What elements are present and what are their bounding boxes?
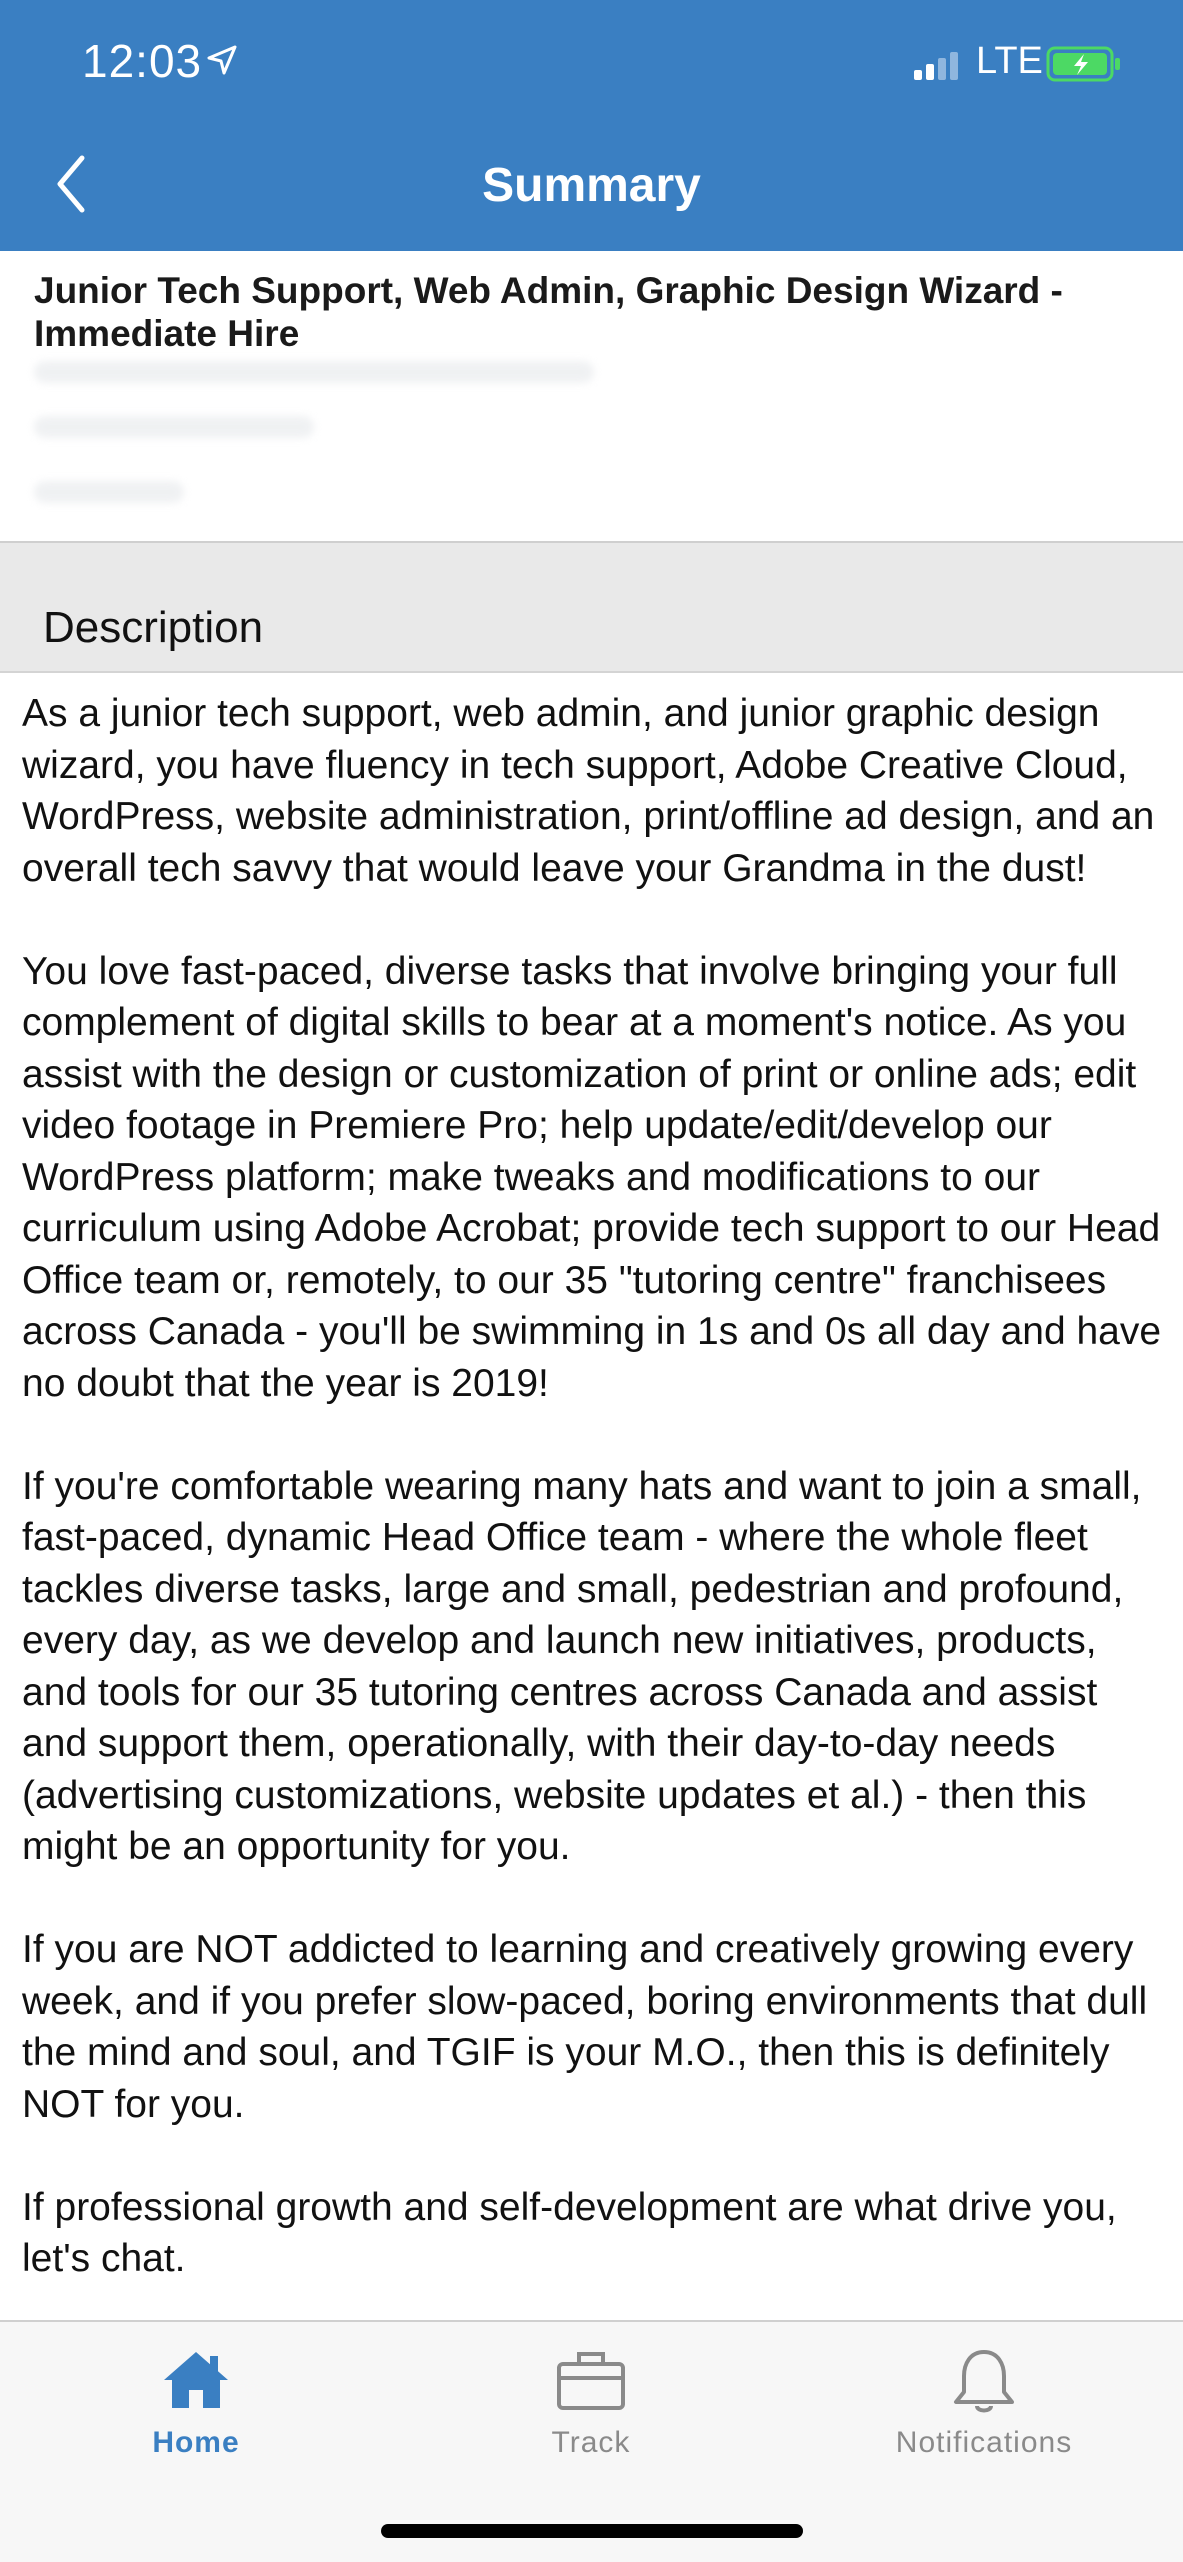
bottom-tab-bar — [0, 2320, 1183, 2562]
home-icon — [160, 2348, 232, 2412]
app-header — [0, 0, 1183, 251]
signal-strength-icon — [914, 50, 964, 80]
description-section-header — [0, 543, 1183, 673]
description-body — [22, 688, 1162, 2336]
battery-charging-icon — [1046, 46, 1122, 82]
tab-notifications[interactable] — [834, 2322, 1134, 2482]
description-paragraph: If you're comfortable wearing many hats and want to join a small, fast-paced, dynamic Head Office team - where the whole fleet tackles diverse tasks, large and small, pedestrian and profound, every day, as we develop and launch new initiatives, products, and tools for our 35 tutoring centres across Canada and assist and support them, operationally, with their day-to-day needs (advertising customizations, website updates et al.) - then this might be an opportunity for you. — [22, 1464, 1142, 1868]
page-title: Summary — [482, 159, 701, 212]
status-time: 12:03 — [82, 35, 203, 87]
redacted-line — [34, 361, 594, 383]
job-summary-card — [0, 251, 1183, 541]
location-arrow-icon — [206, 44, 238, 76]
description-heading: Description — [43, 603, 264, 652]
redacted-line — [34, 416, 314, 438]
tab-notifications-label: Notifications — [895, 2426, 1073, 2459]
redacted-line — [34, 481, 184, 503]
tab-track[interactable] — [441, 2322, 741, 2482]
tab-home[interactable] — [46, 2322, 346, 2482]
briefcase-icon — [555, 2348, 627, 2412]
description-paragraph: You love fast-paced, diverse tasks that involve bringing your full complement of digital skills to bear at a moment's notice. As you assist with the design or customization of print or online ads; edit video footage in Premiere Pro; help update/edit/develop our WordPress platform; make tweaks and modifications to our curriculum using Adobe Acrobat; provide tech support to our Head Office team or, remotely, to our 35 "tutoring centre" franchisees across Canada - you'll be swimming in 1s and 0s all day and have no doubt that the year is 2019! — [22, 949, 1162, 1405]
home-indicator[interactable] — [381, 2524, 803, 2538]
tab-track-label: Track — [551, 2426, 631, 2459]
network-type: LTE — [976, 40, 1043, 82]
job-title: Junior Tech Support, Web Admin, Graphic Design Wizard - Immediate Hire — [34, 270, 1063, 354]
bell-icon — [948, 2348, 1020, 2418]
description-paragraph: As a junior tech support, web admin, and junior graphic design wizard, you have fluency in tech support, Adobe Creative Cloud, WordPress, website administration, print/offline ad design, and an overall tech savvy that would leave your Grandma in the dust! — [22, 692, 1155, 890]
tab-home-label: Home — [152, 2426, 240, 2459]
description-paragraph: If professional growth and self-development are what drive you, let's chat. — [22, 2185, 1117, 2280]
description-paragraph: If you are NOT addicted to learning and creatively growing every week, and if you prefer slow-paced, boring environments that dull the mind and soul, and TGIF is your M.O., then this is definitely NOT for you. — [22, 1928, 1148, 2126]
